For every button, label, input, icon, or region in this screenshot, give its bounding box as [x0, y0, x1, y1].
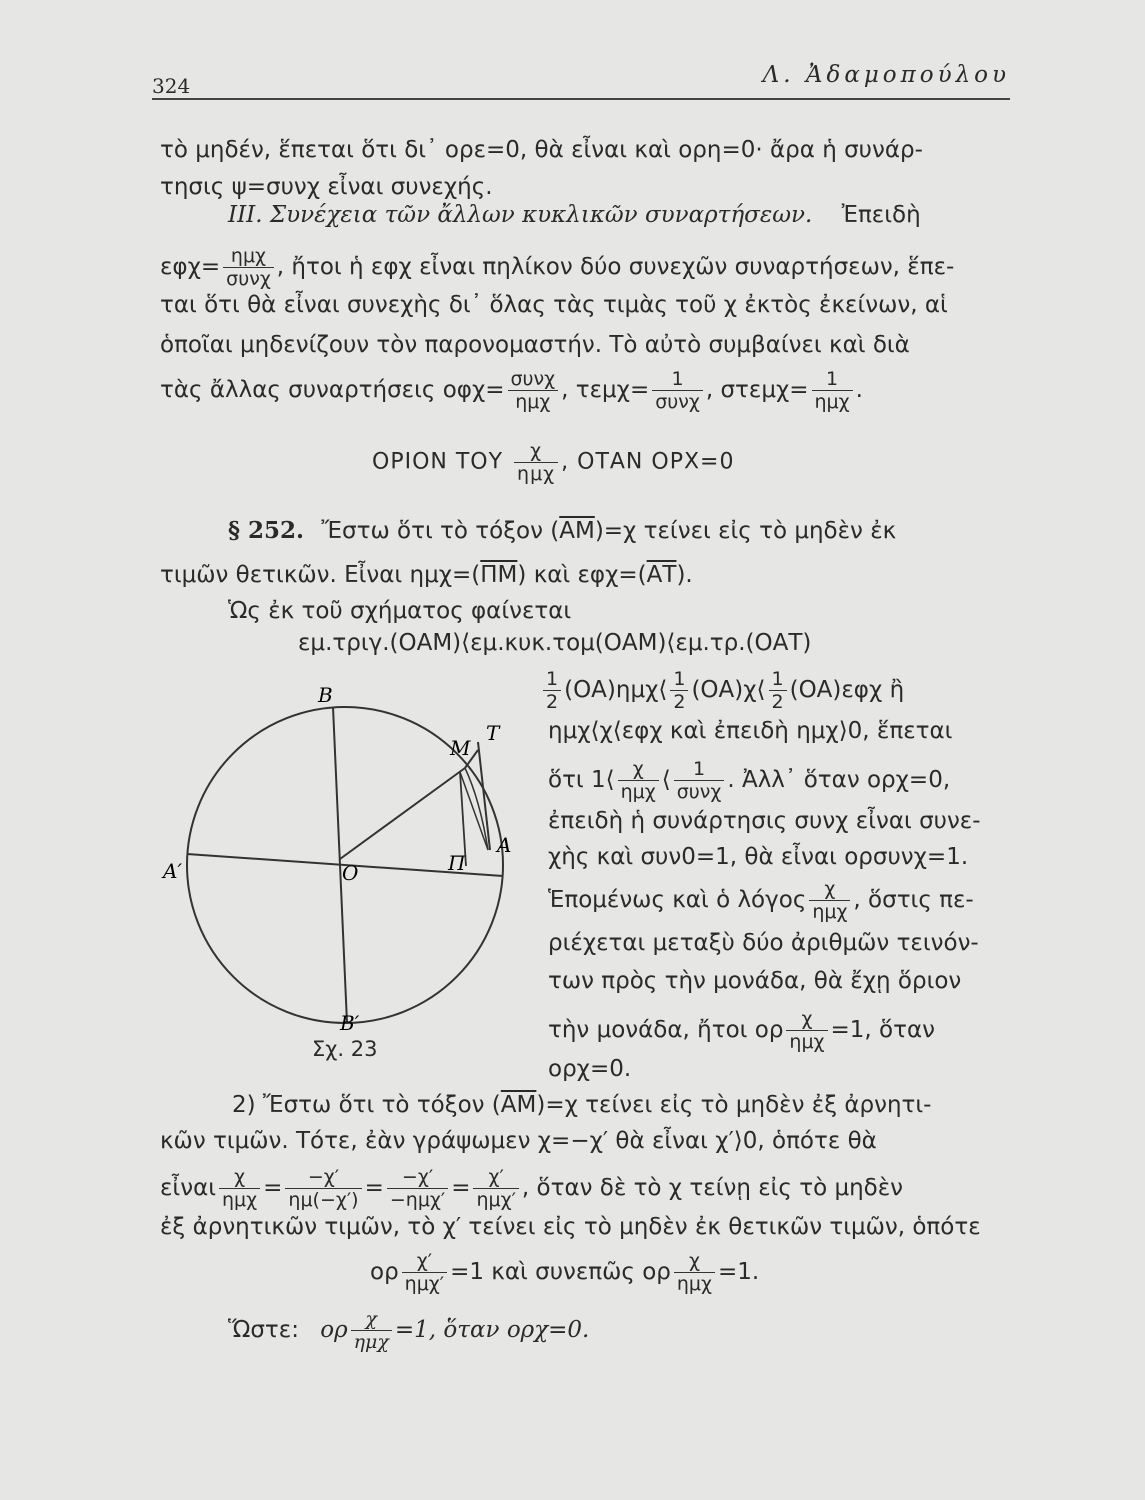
- text-span: =1, ὅταν: [830, 1017, 935, 1043]
- fraction: [674, 1250, 715, 1295]
- text-line: [232, 1090, 931, 1120]
- text-line: ἐπειδὴ ἡ συνάρτησις συνχ εἶναι συνε-: [548, 808, 981, 834]
- label-a: A: [497, 833, 512, 857]
- frac-num: −χ′: [387, 1166, 448, 1189]
- frac-den: ημ(−χ′): [288, 1189, 359, 1211]
- fraction: [508, 368, 559, 413]
- frac-den: ημχ: [517, 463, 556, 485]
- frac-den: ημχ: [814, 391, 850, 413]
- fraction: [387, 1166, 448, 1211]
- text-line: ημχ⟨χ⟨εφχ καὶ ἐπειδὴ ημχ⟩0, ἕπεται: [548, 718, 953, 744]
- text-line: [548, 878, 974, 923]
- radius-om: [340, 768, 465, 859]
- text-line: [370, 1250, 759, 1295]
- text-span: ορ: [370, 1259, 399, 1285]
- page-number: 324: [152, 74, 191, 98]
- text-span: Ἔστω ὅτι τὸ τόξον (: [321, 518, 560, 544]
- text-span: ορ: [320, 1317, 348, 1343]
- text-span: εἶναι: [160, 1175, 217, 1201]
- fraction: [219, 1166, 260, 1211]
- frac-den: συνχ: [226, 268, 271, 290]
- text-span: ὅτι 1⟨: [548, 767, 615, 793]
- frac-den: ημχ′: [404, 1273, 445, 1295]
- text-span: (ΟΑ)ημχ⟨: [564, 677, 668, 703]
- frac-num: χ: [618, 758, 659, 781]
- text-span: .: [855, 377, 863, 403]
- frac-den: ημχ: [812, 901, 848, 923]
- text-span: . Ἀλλ᾽ ὅταν ορχ=0,: [727, 767, 951, 793]
- text-line: [548, 1008, 935, 1053]
- section-number: § 252.: [228, 517, 305, 544]
- segment-label: $\overline{AT}$: [646, 562, 677, 588]
- text-line: ἐξ ἀρνητικῶν τιμῶν, τὸ χ′ τείνει εἰς τὸ μηδὲν ἐκ θετικῶν τιμῶν, ὁπότε: [160, 1214, 981, 1240]
- text-line: ται ὅτι θὰ εἶναι συνεχὴς δι᾽ ὅλας τὰς τιμὰς τοῦ χ ἐκτὸς ἐκείνων, αἱ: [160, 292, 948, 318]
- frac-den: ημχ: [676, 1273, 712, 1295]
- arc-label: $\overline{AM}$: [500, 1092, 537, 1118]
- frac-den: ημχ: [222, 1189, 258, 1211]
- text-span: =1, ὅταν ορχ=0.: [394, 1317, 590, 1343]
- text-line: ορχ=0.: [548, 1056, 632, 1082]
- heading-post: , ΟΤΑΝ ΟΡΧ=0: [561, 449, 735, 475]
- text-line: ὁποῖαι μηδενίζουν τὸν παρονομαστήν. Τὸ αὐτὸ συμβαίνει καὶ διὰ: [160, 332, 910, 358]
- text-line: Ὡς ἐκ τοῦ σχήματος φαίνεται: [228, 598, 572, 624]
- text-span: ⟨: [661, 767, 671, 793]
- text-line: [540, 668, 904, 713]
- unit-circle-figure: [160, 680, 530, 1060]
- text-line: [160, 368, 863, 413]
- text-span: =1.: [717, 1259, 760, 1285]
- text-span: τιμῶν θετικῶν. Εἶναι ημχ=(: [160, 562, 481, 588]
- text-line: ριέχεται μεταξὺ δύο ἀριθμῶν τεινόν-: [548, 930, 979, 956]
- label-b: B: [318, 683, 333, 707]
- frac-num: 1: [670, 668, 688, 691]
- label-bprime: B′: [340, 1011, 360, 1035]
- frac-num: 1: [674, 758, 725, 781]
- frac-num: χ′: [402, 1250, 447, 1273]
- conclusion-line: [228, 1308, 589, 1353]
- frac-den: 2: [546, 691, 559, 713]
- text-line: [160, 560, 693, 590]
- text-span: =1 καὶ συνεπῶς ορ: [450, 1259, 671, 1285]
- frac-den: 2: [673, 691, 686, 713]
- label-m: M: [450, 736, 471, 760]
- heading-pre: ΟΡΙΟΝ ΤΟΥ: [372, 449, 504, 475]
- label-pi: Π: [448, 851, 466, 875]
- frac-num: 1: [812, 368, 853, 391]
- frac-den: συνχ: [676, 781, 722, 803]
- text-span: )=χ τείνει εἰς τὸ μηδὲν ἐξ ἀρνητι-: [536, 1092, 932, 1118]
- text-span: (ΟΑ)εφχ ἢ: [789, 677, 905, 703]
- fraction: [674, 758, 725, 803]
- page-header: [152, 58, 1010, 100]
- text-span: τὴν μονάδα, ἤτοι ορ: [548, 1017, 784, 1043]
- fraction: [514, 440, 558, 485]
- text-span: , στεμχ=: [705, 377, 809, 403]
- subtitle-tail: Ἐπειδὴ: [841, 202, 921, 228]
- fraction: [223, 245, 274, 290]
- label-o: O: [342, 861, 359, 885]
- text-line: [160, 245, 954, 290]
- text-span: εφχ=: [160, 254, 221, 280]
- fraction: [402, 1250, 447, 1295]
- frac-num: χ: [809, 878, 850, 901]
- text-line: εμ.τριγ.(ΟΑΜ)⟨εμ.κυκ.τομ(ΟΑΜ)⟨εμ.τρ.(ΟΑΤ): [298, 630, 812, 656]
- text-line: [228, 516, 896, 546]
- section-heading: [372, 440, 734, 485]
- text-span: , τεμχ=: [561, 377, 650, 403]
- frac-den: ημχ′: [476, 1189, 516, 1211]
- text-span: , ἤτοι ἡ εφχ εἶναι πηλίκον δύο συνεχῶν συναρτήσεων, ἕπε-: [276, 254, 955, 280]
- subtitle-italic: III. Συνέχεια τῶν ἄλλων κυκλικῶν συναρτήσεων.: [228, 202, 813, 228]
- text-line: εἶναι $\frac{\chi}{\text{ημχ}}$ = $\frac{-\chi'}{\eta\mu(-\chi')}$ = $\frac{-\chi'}{\text{−ημχ′}}$ = $\frac{\chi'}{\text{ημχ′}}$ , ὅταν δὲ τὸ χ τείνῃ εἰς τὸ μηδὲν: [160, 1166, 904, 1211]
- label-t: T: [486, 721, 500, 745]
- fraction: [285, 1166, 361, 1211]
- frac-num: −χ′: [285, 1166, 361, 1189]
- text-span: )=χ τείνει εἰς τὸ μηδὲν ἐκ: [594, 518, 897, 544]
- fraction: [351, 1308, 392, 1353]
- fraction: [473, 1166, 518, 1211]
- frac-den: ημχ: [515, 391, 551, 413]
- section-subtitle-line: [228, 200, 921, 230]
- figure-caption: Σχ. 23: [312, 1037, 378, 1061]
- fraction: [670, 668, 688, 713]
- fraction: [809, 878, 850, 923]
- text-span: , ὅστις πε-: [853, 887, 974, 913]
- frac-num: χ: [351, 1308, 392, 1331]
- fraction: [812, 368, 853, 413]
- frac-den: 2: [771, 691, 784, 713]
- frac-den: −ημχ′: [389, 1189, 446, 1211]
- text-span: τὰς ἄλλας συναρτήσεις οφχ=: [160, 377, 505, 403]
- text-span: , ὅταν δὲ τὸ χ τείνῃ εἰς τὸ μηδὲν: [521, 1175, 904, 1201]
- segment-label: $\overline{\Pi M}$: [480, 562, 518, 588]
- text-span: ) καὶ εφχ=(: [517, 562, 647, 588]
- fraction: [769, 668, 787, 713]
- text-span: 2) Ἔστω ὅτι τὸ τόξον (: [232, 1092, 501, 1118]
- frac-den: ημχ: [353, 1331, 389, 1353]
- frac-num: χ: [219, 1166, 260, 1189]
- frac-num: 1: [543, 668, 561, 691]
- text-line: των πρὸς τὴν μονάδα, θὰ ἔχῃ ὅριον: [548, 968, 962, 994]
- text-line: χὴς καὶ συν0=1, θὰ εἶναι ορσυνχ=1.: [548, 844, 969, 870]
- label-aprime: A′: [163, 859, 182, 883]
- frac-num: 1: [769, 668, 787, 691]
- fraction: [652, 368, 703, 413]
- text-line: [548, 758, 950, 803]
- text-line: τὸ μηδέν, ἕπεται ὅτι δι᾽ ορε=0, θὰ εἶναι καὶ ορη=0· ἄρα ἡ συνάρ-: [160, 137, 923, 163]
- fraction: [618, 758, 659, 803]
- frac-num: ημχ: [223, 245, 274, 268]
- frac-num: συνχ: [508, 368, 559, 391]
- text-line: τησις ψ=συνχ εἶναι συνεχής.: [160, 174, 493, 200]
- fraction: [543, 668, 561, 713]
- arc-label: $\overline{AM}$: [559, 518, 595, 544]
- frac-num: χ′: [473, 1166, 518, 1189]
- frac-num: χ: [674, 1250, 715, 1273]
- text-span: ).: [676, 562, 693, 588]
- fraction: [786, 1008, 827, 1053]
- running-author: Λ. Ἀδαμοπούλου: [762, 62, 1010, 88]
- conclusion-label: Ὥστε:: [228, 1317, 299, 1343]
- frac-num: χ: [786, 1008, 827, 1031]
- frac-num: 1: [652, 368, 703, 391]
- text-line: κῶν τιμῶν. Τότε, ἐὰν γράψωμεν χ=−χ′ θὰ εἶναι χ′⟩0, ὁπότε θὰ: [160, 1128, 877, 1154]
- frac-den: ημχ: [620, 781, 656, 803]
- text-span: Ἑπομένως καὶ ὁ λόγος: [548, 887, 807, 913]
- text-span: (ΟΑ)χ⟨: [691, 677, 766, 703]
- frac-den: ημχ: [789, 1031, 825, 1053]
- frac-den: συνχ: [655, 391, 700, 413]
- frac-num: χ: [514, 440, 558, 463]
